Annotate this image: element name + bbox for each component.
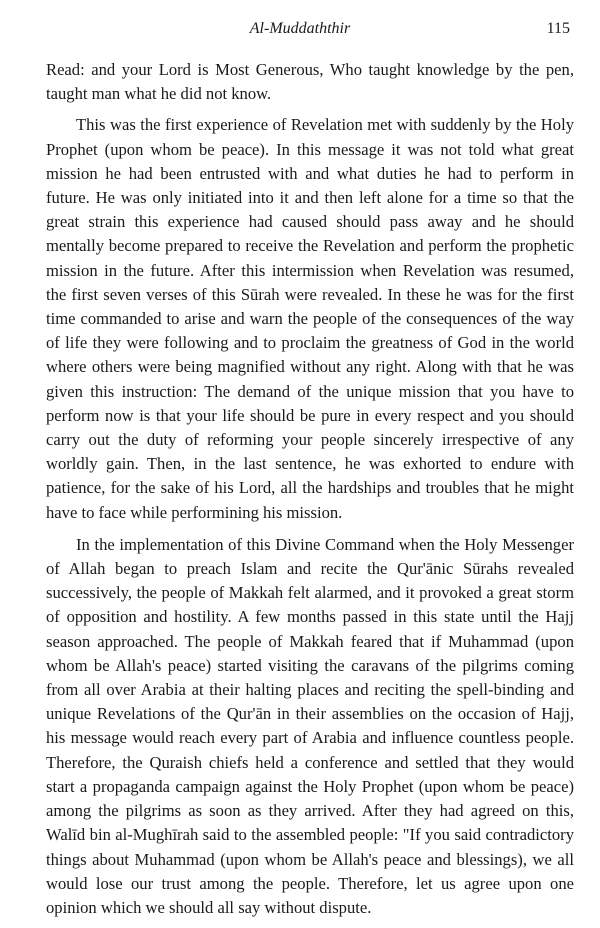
body-text [46,58,574,928]
paragraph-first-revelation: This was the first experience of Revelation met with suddenly by the Holy Prophet (upon whom be peace). In this message it was not told what great mission he had been entrusted with and what duties he had to perform in future. He was only initiated into it and then left alone for a time so that the great strain this experience had caused should pass away and he should mentally become prepared to receive the Revelation and perform the prophetic mission in the future. After this intermission when Revelation was resumed, the first seven verses of this Sūrah were revealed. In these he was for the first time commanded to arise and warn the people of the consequences of the way of life they were following and to proclaim the greatness of God in the world where others were being magnified without any right. Along with that he was given this instruction: The demand of the unique mission that you have to perform now is that your life should be pure in every respect and you should carry out the duty of reforming your people sincerely irrespective of any worldly gain. Then, in the last sentence, he was exhorted to endure with patience, for the sake of his Lord, all the hardships and troubles that he might have to face while performining his mission. [46,115,574,522]
running-title: Al-Muddaththir [249,20,351,37]
paragraph-quote-continuation: Read: and your Lord is Most Generous, Who taught knowledge by the pen, taught man what he did not know. [46,60,574,104]
running-header [0,20,600,44]
page-number: 115 [546,20,570,37]
paragraph-implementation: In the implementation of this Divine Command when the Holy Messenger of Allah began to preach Islam and recite the Qur'ānic Sūrahs revealed successively, the people of Makkah felt alarmed, and it provoked a great storm of opposition and hostility. A few months passed in this state until the Hajj season approached. The people of Makkah feared that if Muhammad (upon whom be Allah's peace) started visiting the caravans of the pilgrims coming from all over Arabia at their halting places and reciting the spell-binding and unique Revelations of the Qur'ān in their assemblies on the occasion of Hajj, his message would reach every part of Arabia and influence countless people. Therefore, the Quraish chiefs held a conference and settled that they would start a propaganda campaign against the Holy Prophet (upon whom be peace) among the pilgrims as soon as they arrived. After they had agreed on this, Walīd bin al-Mughīrah said to the assembled people: "If you said contradictory things about Muhammad (upon whom be Allah's peace and blessings), we all would lose our trust among the people. Therefore, let us agree upon one opinion which we should all say without dispute. [46,534,574,917]
